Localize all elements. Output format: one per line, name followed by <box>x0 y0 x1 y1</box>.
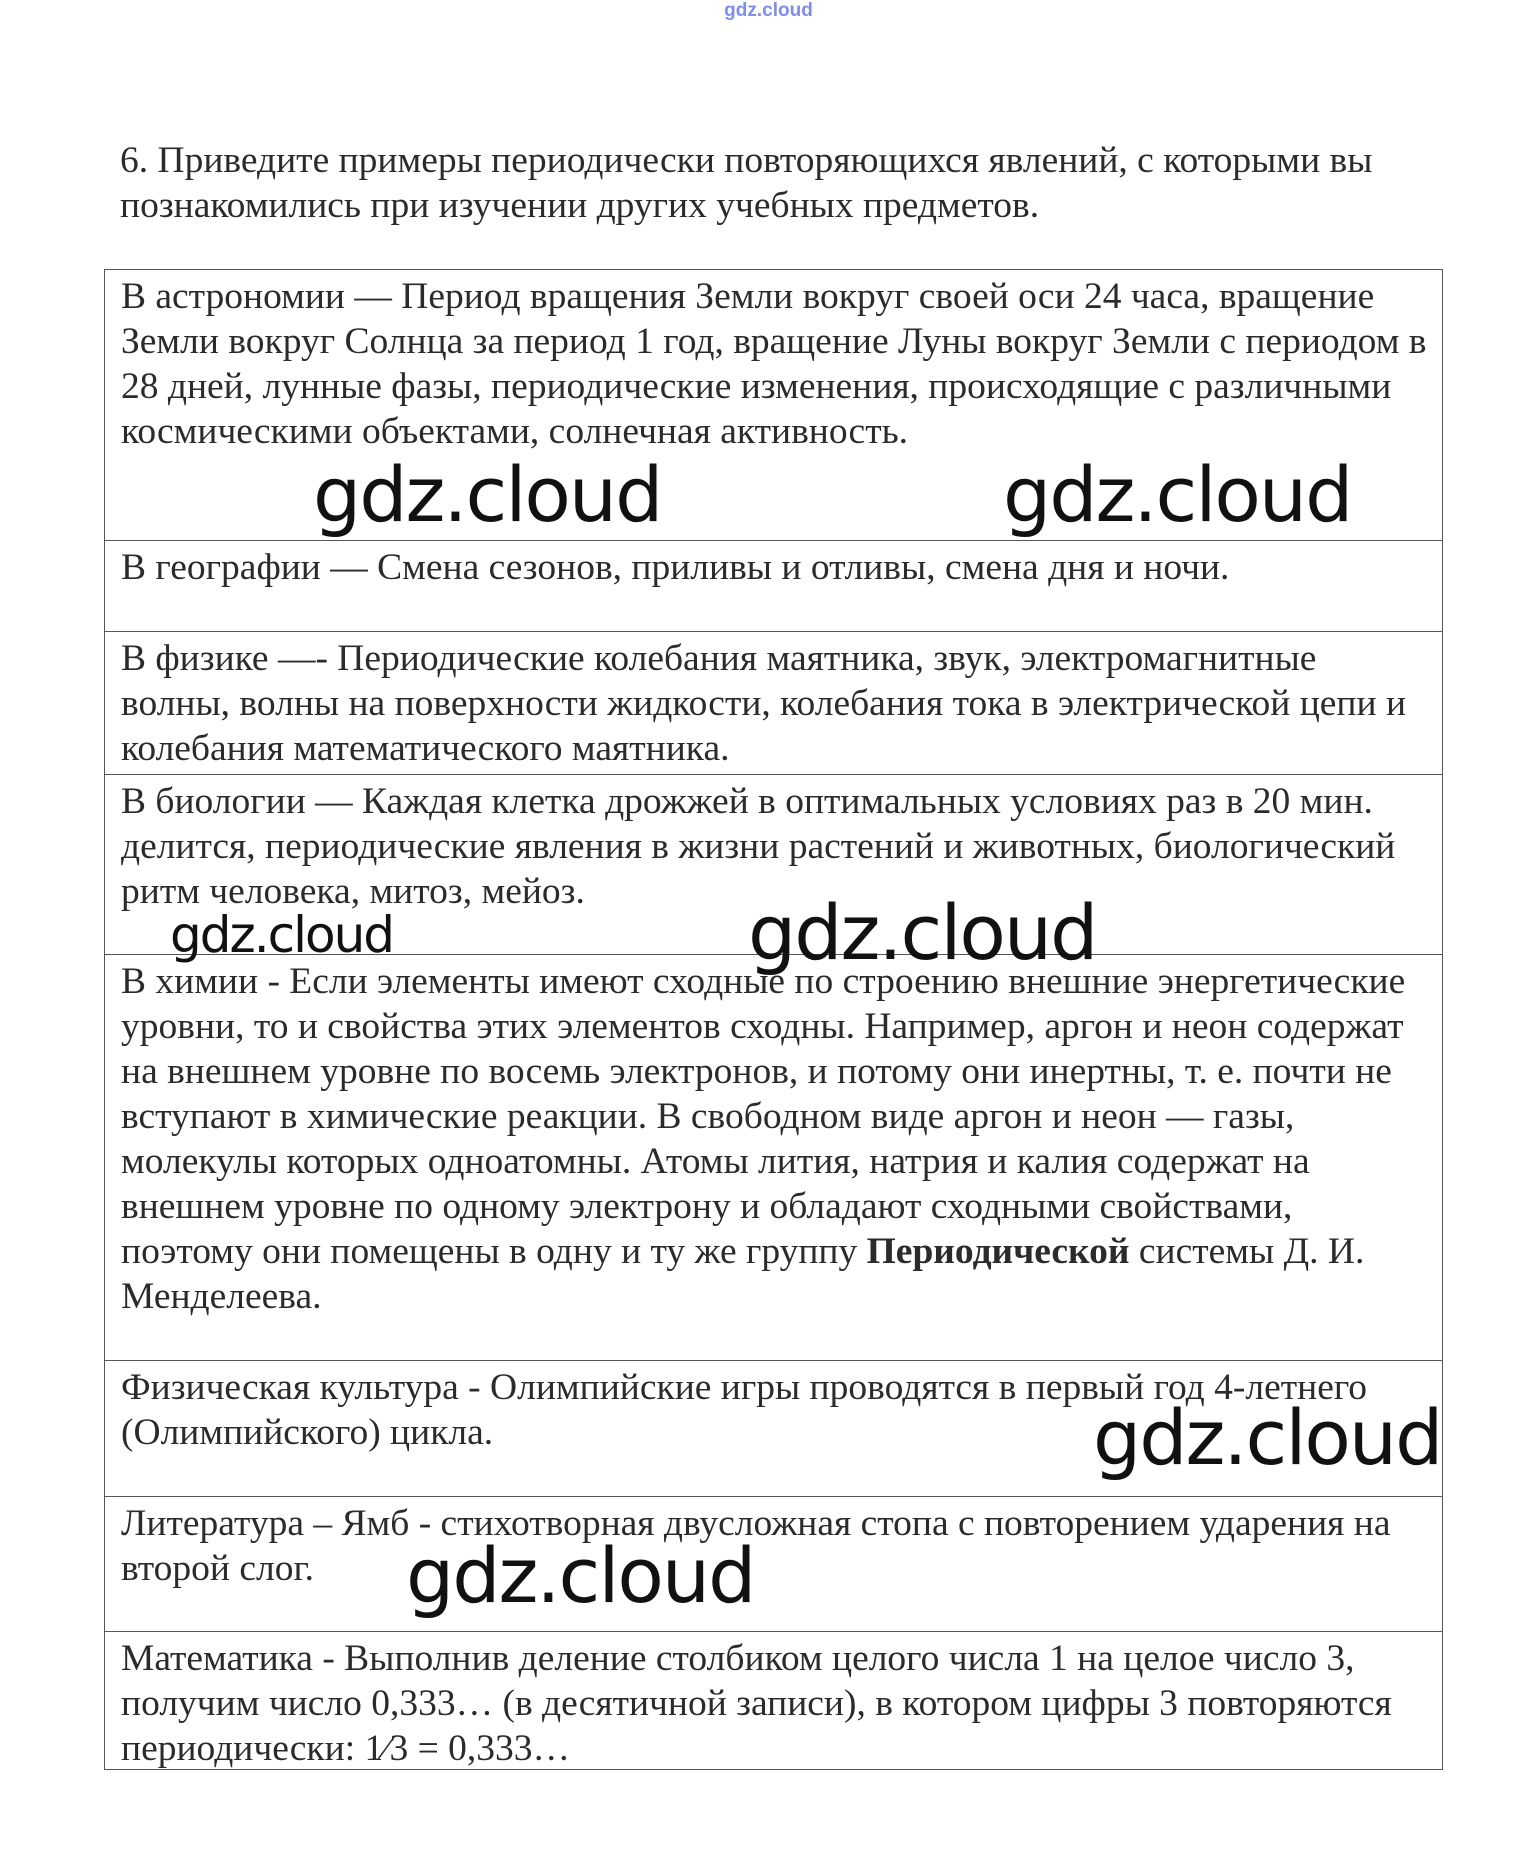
answer-literature: Литература – Ямб - стихотворная двусложная стопа с повторением ударения на второй слог. <box>105 1497 1442 1632</box>
answer-physical-culture: Физическая культура - Олимпийские игры проводятся в первый год 4-летнего (Олимпийского) цикла. <box>105 1361 1442 1497</box>
answer-astronomy: В астрономии — Период вращения Земли вокруг своей оси 24 часа, вращение Земли вокруг Солнца за период 1 год, вращение Луны вокруг Земли с периодом в 28 дней, лунные фазы, периодические изменения, происходящие с различными космическими объектами, солнечная активность. <box>105 270 1442 541</box>
watermark: gdz.cloud <box>170 906 394 964</box>
answer-chemistry <box>105 955 1442 1361</box>
watermark: gdz.cloud <box>1003 450 1352 539</box>
watermark: gdz.cloud <box>406 1531 755 1620</box>
question-text: 6. Приведите примеры периодически повторяющихся явлений, с которыми вы познакомились при изучении других учебных предметов. <box>120 140 1373 226</box>
answer-physics: В физике —- Периодические колебания маятника, звук, электромагнитные волны, волны на поверхности жидкости, колебания тока в электрической цепи и колебания математического маятника. <box>105 632 1442 775</box>
watermark: gdz.cloud <box>748 888 1097 977</box>
chemistry-text: В химии - Если элементы имеют сходные по строению внешние энергетические уровни, то и свойства этих элементов сходны. Например, аргон и неон содержат на внешнем уровне по восемь электронов, и потому они инертны, т. е. почти не вступают в химические реакции. В свободном виде аргон и неон — газы, молекулы которых одноатомны. Атомы лития, натрия и калия содержат на внешнем уровне по одному электрону и обладают сходными свойствами, поэтому они помещены в одну и ту же группу <box>121 961 1406 1272</box>
answer-geography: В географии — Смена сезонов, приливы и отливы, смена дня и ночи. <box>105 541 1442 632</box>
chemistry-text-end: системы Д. И. Менделеева. <box>121 1231 1365 1317</box>
chemistry-bold-term: Периодической <box>866 1231 1130 1272</box>
watermark: gdz.cloud <box>313 450 662 539</box>
answer-math: Математика - Выполнив деление столбиком целого числа 1 на целое число 3, получим число 0,333… (в десятичной записи), в котором цифры 3 повторяются периодически: 1⁄3 = 0,333… <box>121 1638 1392 1769</box>
site-mark: gdz.cloud <box>724 0 813 21</box>
answer-biology: В биологии — Каждая клетка дрожжей в оптимальных условиях раз в 20 мин. делится, периодические явления в жизни растений и животных, биологический ритм человека, митоз, мейоз. <box>105 775 1442 955</box>
watermark: gdz.cloud <box>1093 1393 1442 1482</box>
